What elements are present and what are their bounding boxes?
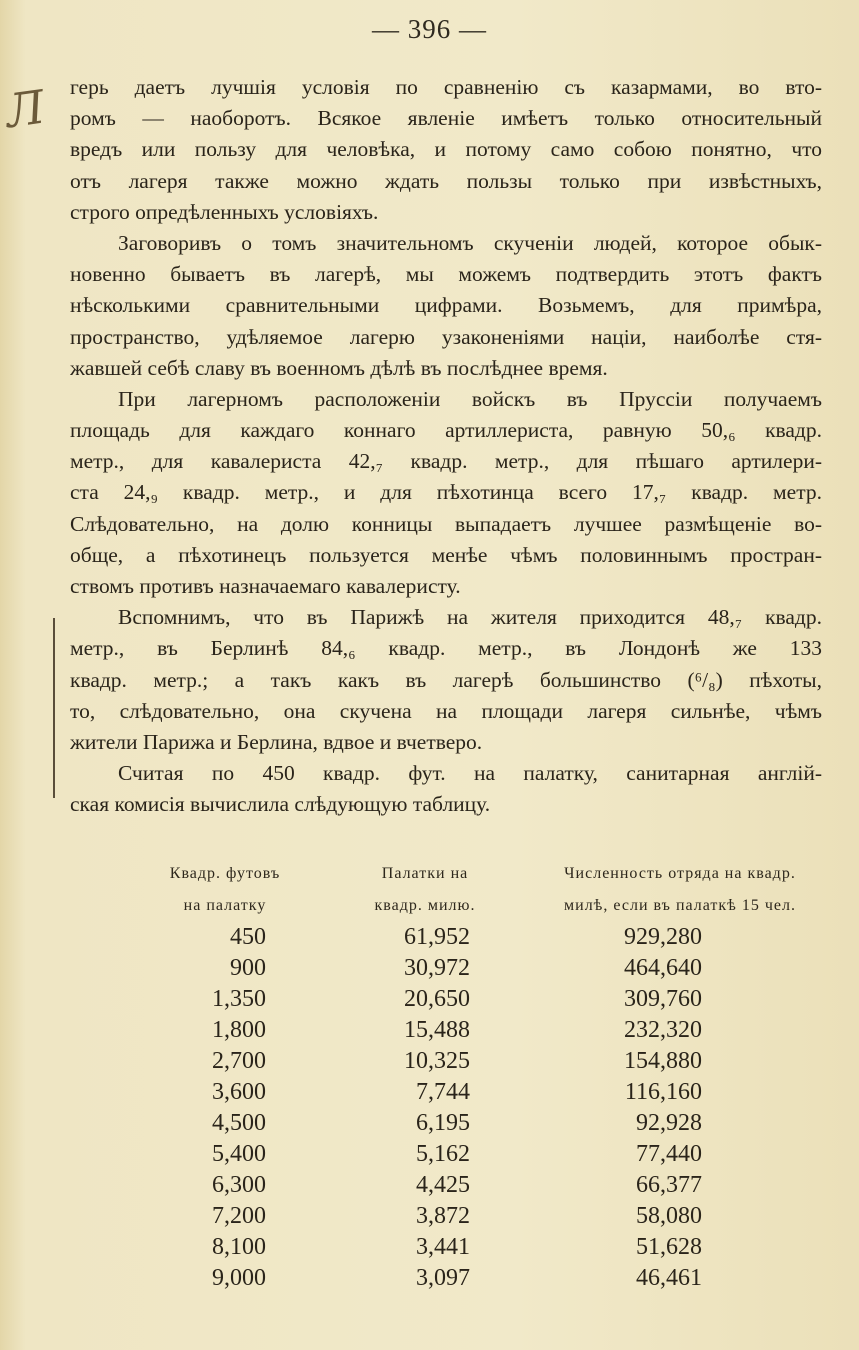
table-row bbox=[120, 955, 830, 986]
column-header bbox=[530, 858, 830, 922]
table-cell: 4,500 bbox=[212, 1110, 266, 1136]
table-cell: 15,488 bbox=[404, 1017, 470, 1043]
header-line: Квадр. футовъ bbox=[169, 865, 281, 882]
table-cell: 116,160 bbox=[624, 1079, 702, 1105]
table-cell: 154,880 bbox=[624, 1048, 702, 1074]
text-line: ская комисія вычислила слѣдующую таблицу. bbox=[70, 792, 491, 817]
table-cell: 3,600 bbox=[212, 1079, 266, 1105]
table-cell: 1,350 bbox=[212, 986, 266, 1012]
table-cell: 51,628 bbox=[636, 1234, 702, 1260]
text-line: квадр. метр.; а такъ какъ въ лагерѣ большинство (⁶/₈) пѣхоты, bbox=[70, 667, 822, 692]
header-line: Палатки на bbox=[381, 865, 469, 882]
body-text bbox=[70, 72, 822, 821]
paragraph bbox=[70, 228, 822, 384]
paragraph bbox=[70, 72, 822, 228]
text-line: Заговоривъ о томъ значительномъ скученіи людей, которое обык- bbox=[118, 230, 822, 255]
text-line: Считая по 450 квадр. фут. на палатку, санитарная англій- bbox=[118, 761, 822, 786]
column-header bbox=[350, 858, 500, 922]
table-cell: 3,872 bbox=[416, 1203, 470, 1229]
table-cell: 464,640 bbox=[624, 955, 702, 981]
table-row bbox=[120, 1079, 830, 1110]
text-line: жавшей себѣ славу въ военномъ дѣлѣ въ послѣднее время. bbox=[70, 355, 608, 380]
table-cell: 9,000 bbox=[212, 1265, 266, 1291]
table-cell: 58,080 bbox=[636, 1203, 702, 1229]
table-cell: 5,162 bbox=[416, 1141, 470, 1167]
text-line: Вспомнимъ, что въ Парижѣ на жителя приходится 48,₇ квадр. bbox=[118, 605, 822, 630]
text-line: ствомъ противъ назначаемаго кавалеристу. bbox=[70, 574, 461, 598]
table-cell: 929,280 bbox=[624, 924, 702, 950]
text-line: отъ лагеря также можно ждать пользы только при извѣстныхъ, bbox=[70, 168, 822, 193]
text-line: герь даетъ лучшія условія по сравненію съ казармами, во вто- bbox=[70, 75, 822, 99]
data-table bbox=[120, 858, 830, 1296]
text-line: строго опредѣленныхъ условіяхъ. bbox=[70, 199, 379, 224]
table-row bbox=[120, 1203, 830, 1234]
header-line: Численность отряда на квадр. bbox=[564, 865, 796, 882]
table-cell: 1,800 bbox=[212, 1017, 266, 1043]
text-line: жители Парижа и Берлина, вдвое и вчетверо. bbox=[70, 729, 483, 754]
text-line: площадь для каждаго коннаго артиллериста, равную 50,₆ квадр. bbox=[70, 418, 822, 443]
text-line: обще, а пѣхотинецъ пользуется менѣе чѣмъ половиннымъ простран- bbox=[70, 542, 822, 567]
text-line: то, слѣдовательно, она скучена на площади лагеря сильнѣе, чѣмъ bbox=[70, 698, 822, 723]
table-cell: 2,700 bbox=[212, 1048, 266, 1074]
margin-marker-line bbox=[53, 618, 55, 798]
text-line: нѣсколькими сравнительными цифрами. Возьмемъ, для примѣра, bbox=[70, 293, 822, 318]
table-cell: 309,760 bbox=[624, 986, 702, 1012]
table-row bbox=[120, 1172, 830, 1203]
text-line: вредъ или пользу для человѣка, и потому само собою понятно, что bbox=[70, 137, 822, 162]
text-line: метр., въ Берлинѣ 84,₆ квадр. метр., въ Лондонѣ же 133 bbox=[70, 636, 822, 661]
table-row bbox=[120, 1265, 830, 1296]
table-cell: 450 bbox=[230, 924, 266, 950]
table-cell: 30,972 bbox=[404, 955, 470, 981]
margin-handwritten-note: Л bbox=[2, 79, 48, 139]
table-row bbox=[120, 1048, 830, 1079]
column-header bbox=[120, 858, 330, 922]
table-cell: 46,461 bbox=[636, 1265, 702, 1291]
text-line: При лагерномъ расположеніи войскъ въ Пруссіи получаемъ bbox=[118, 386, 822, 411]
table-cell: 232,320 bbox=[624, 1017, 702, 1043]
table-cell: 10,325 bbox=[404, 1048, 470, 1074]
table-row bbox=[120, 1110, 830, 1141]
table-cell: 66,377 bbox=[636, 1172, 702, 1198]
paragraph bbox=[70, 384, 822, 602]
table-cell: 20,650 bbox=[404, 986, 470, 1012]
table-cell: 5,400 bbox=[212, 1141, 266, 1167]
table-cell: 61,952 bbox=[404, 924, 470, 950]
table-row bbox=[120, 924, 830, 955]
paragraph bbox=[70, 758, 822, 820]
table-cell: 7,744 bbox=[416, 1079, 470, 1105]
table-cell: 8,100 bbox=[212, 1234, 266, 1260]
table-header bbox=[120, 858, 830, 924]
table-cell: 77,440 bbox=[636, 1141, 702, 1167]
table-cell: 4,425 bbox=[416, 1172, 470, 1198]
table-cell: 6,300 bbox=[212, 1172, 266, 1198]
table-cell: 900 bbox=[230, 955, 266, 981]
table-row bbox=[120, 1017, 830, 1048]
table-cell: 3,097 bbox=[416, 1265, 470, 1291]
text-line: пространство, удѣляемое лагерю узаконеніями націи, наиболѣе стя- bbox=[70, 324, 822, 349]
table-cell: 7,200 bbox=[212, 1203, 266, 1229]
table-row bbox=[120, 1234, 830, 1265]
header-line: милѣ, если въ палаткѣ 15 чел. bbox=[564, 897, 796, 914]
paragraph bbox=[70, 602, 822, 758]
text-line: метр., для кавалериста 42,₇ квадр. метр., для пѣшаго артилери- bbox=[70, 449, 822, 474]
table-row bbox=[120, 986, 830, 1017]
header-line: на палатку bbox=[183, 897, 267, 914]
table-cell: 3,441 bbox=[416, 1234, 470, 1260]
page-number: — 396 — bbox=[372, 14, 487, 44]
text-line: Слѣдовательно, на долю конницы выпадаетъ лучшее размѣщеніе во- bbox=[70, 511, 822, 536]
table-body bbox=[120, 924, 830, 1296]
text-line: ромъ — наоборотъ. Всякое явленіе имѣетъ только относительный bbox=[70, 106, 822, 131]
header-line: квадр. милю. bbox=[374, 897, 476, 914]
table-cell: 6,195 bbox=[416, 1110, 470, 1136]
table-row bbox=[120, 1141, 830, 1172]
text-line: ста 24,₉ квадр. метр., и для пѣхотинца всего 17,₇ квадр. метр. bbox=[70, 480, 822, 505]
table-cell: 92,928 bbox=[636, 1110, 702, 1136]
text-line: новенно бываетъ въ лагерѣ, мы можемъ подтвердить этотъ фактъ bbox=[70, 262, 822, 287]
